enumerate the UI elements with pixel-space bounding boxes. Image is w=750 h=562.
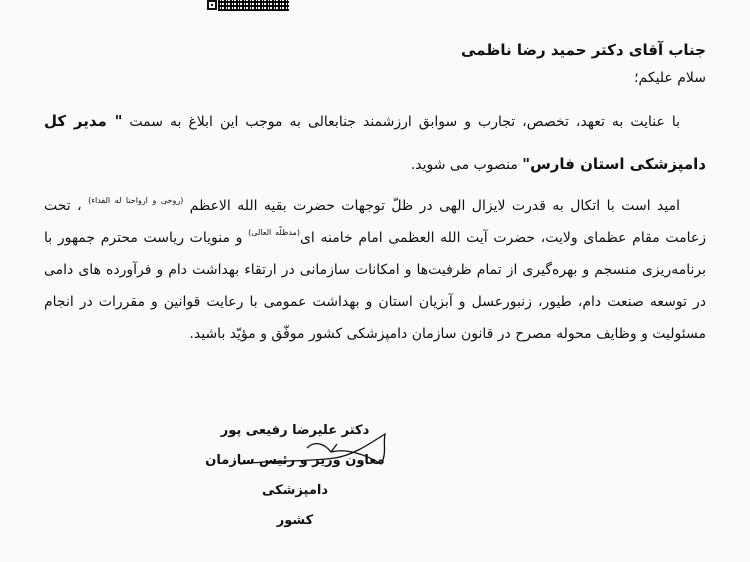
- signature-block: [180, 416, 410, 536]
- wishes-text-3: و منویات ریاست محترم جمهور با برنامه‌ریزی منسجم و بهره‌گیری از تمام ظرفیت‌ها و امکانات سازمانی در ارتقاء بهداشت دام و فرآورده های دامی در توسعه صنعت دام، طیور، زنبورعسل و آبزیان استان و بهداشت عمومی با رعایت قوانین و مقررات در انجام مسئولیت و وظایف محوله مصرح در قانون سازمان دامپزشکی کشور موفّق و مؤیّد باشید.: [44, 230, 706, 342]
- appointment-position: " مدیر کل دامپزشکی استان فارس": [44, 112, 706, 173]
- qr-code-icon: [207, 0, 289, 11]
- wishes-paragraph: [44, 190, 706, 350]
- signatory-title: معاون وزیر و رئیس سازمان دامپزشکی: [205, 453, 385, 498]
- appointment-text: با عنایت به تعهد، تخصص، تجارب و سوابق ارزشمند جنابعالی به موجب این ابلاغ به سمت: [122, 114, 680, 130]
- qr-finder-pattern: [207, 0, 217, 10]
- honorific-note-2: (مدظلّه العالی): [248, 228, 300, 237]
- honorific-note-1: (روحی و ارواحنا له الفداء): [88, 196, 184, 205]
- qr-code-pattern: [218, 0, 289, 11]
- recipient-name: جناب آقای دکتر حمید رضا ناظمی: [460, 41, 706, 59]
- signatory-name: دکتر علیرضا رفیعی پور: [220, 423, 370, 438]
- wishes-text-1: امید است با اتکال به قدرت لایزال الهی در ظلّ توجهات حضرت بقیه الله الاعظم: [183, 198, 680, 214]
- appointment-text-end: منصوب می شوید.: [410, 157, 523, 173]
- wishes-text-2: ، تحت زعامت مقام عظمای ولایت، حضرت آیت الله العظمی امام خامنه ای: [44, 198, 706, 246]
- letter-body: [44, 36, 706, 350]
- signatory-title-cont: کشور: [276, 513, 314, 528]
- greeting: سلام علیکم؛: [634, 70, 706, 86]
- appointment-paragraph: [44, 100, 706, 186]
